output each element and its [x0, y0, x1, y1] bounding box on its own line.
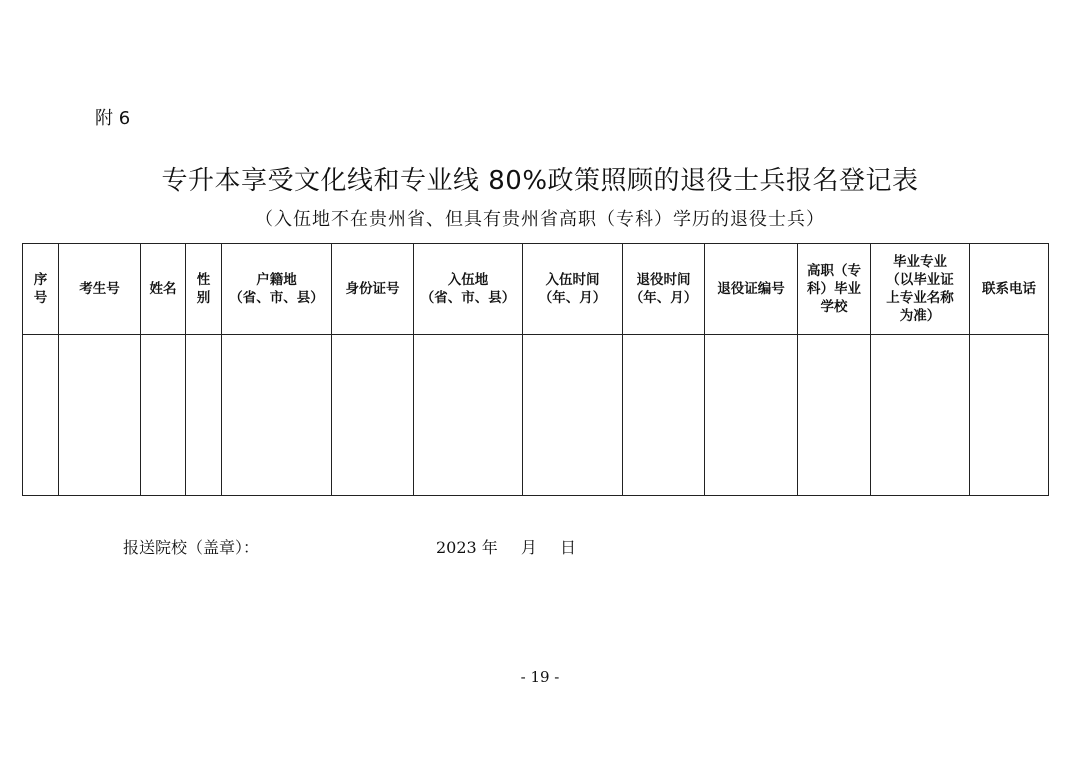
table-header-row: [23, 244, 1049, 335]
cell-enlistment-place[interactable]: [414, 335, 523, 496]
cell-graduate-school[interactable]: [798, 335, 871, 496]
header-id-number: 身份证号: [332, 244, 414, 335]
submitting-school-label: 报送院校（盖章）：: [123, 538, 260, 557]
date-day: 日: [560, 538, 577, 557]
header-enlistment-time: 入伍时间 （年、月）: [523, 244, 623, 335]
registration-table: [22, 243, 1049, 496]
document-subtitle: （入伍地不在贵州省、但具有贵州省高职（专科）学历的退役士兵）: [255, 209, 825, 230]
cell-id-number[interactable]: [332, 335, 414, 496]
cell-name[interactable]: [141, 335, 186, 496]
cell-household-registration[interactable]: [222, 335, 332, 496]
header-graduate-school: 高职（专 科）毕业 学校: [798, 244, 871, 335]
header-phone: 联系电话: [970, 244, 1049, 335]
header-gender: 性 别: [186, 244, 222, 335]
header-name: 姓名: [141, 244, 186, 335]
cell-discharge-certificate[interactable]: [705, 335, 798, 496]
header-serial: 序 号: [23, 244, 59, 335]
cell-serial[interactable]: [23, 335, 59, 496]
header-discharge-time: 退役时间 （年、月）: [623, 244, 705, 335]
cell-discharge-time[interactable]: [623, 335, 705, 496]
header-household-registration: 户籍地 （省、市、县）: [222, 244, 332, 335]
submission-date: [436, 535, 594, 558]
date-year: 2023 年: [436, 538, 498, 557]
page-number: - 19 -: [520, 668, 560, 686]
cell-phone[interactable]: [970, 335, 1049, 496]
header-graduate-major: 毕业专业 （以毕业证 上专业名称 为准）: [871, 244, 970, 335]
header-discharge-certificate: 退役证编号: [705, 244, 798, 335]
cell-enlistment-time[interactable]: [523, 335, 623, 496]
cell-graduate-major[interactable]: [871, 335, 970, 496]
table-row: [23, 335, 1049, 496]
cell-exam-number[interactable]: [59, 335, 141, 496]
header-exam-number: 考生号: [59, 244, 141, 335]
document-title: 专升本享受文化线和专业线 80%政策照顾的退役士兵报名登记表: [161, 166, 919, 196]
attachment-label: 附 6: [95, 108, 131, 129]
date-month: 月: [520, 538, 537, 557]
cell-gender[interactable]: [186, 335, 222, 496]
header-enlistment-place: 入伍地 （省、市、县）: [414, 244, 523, 335]
